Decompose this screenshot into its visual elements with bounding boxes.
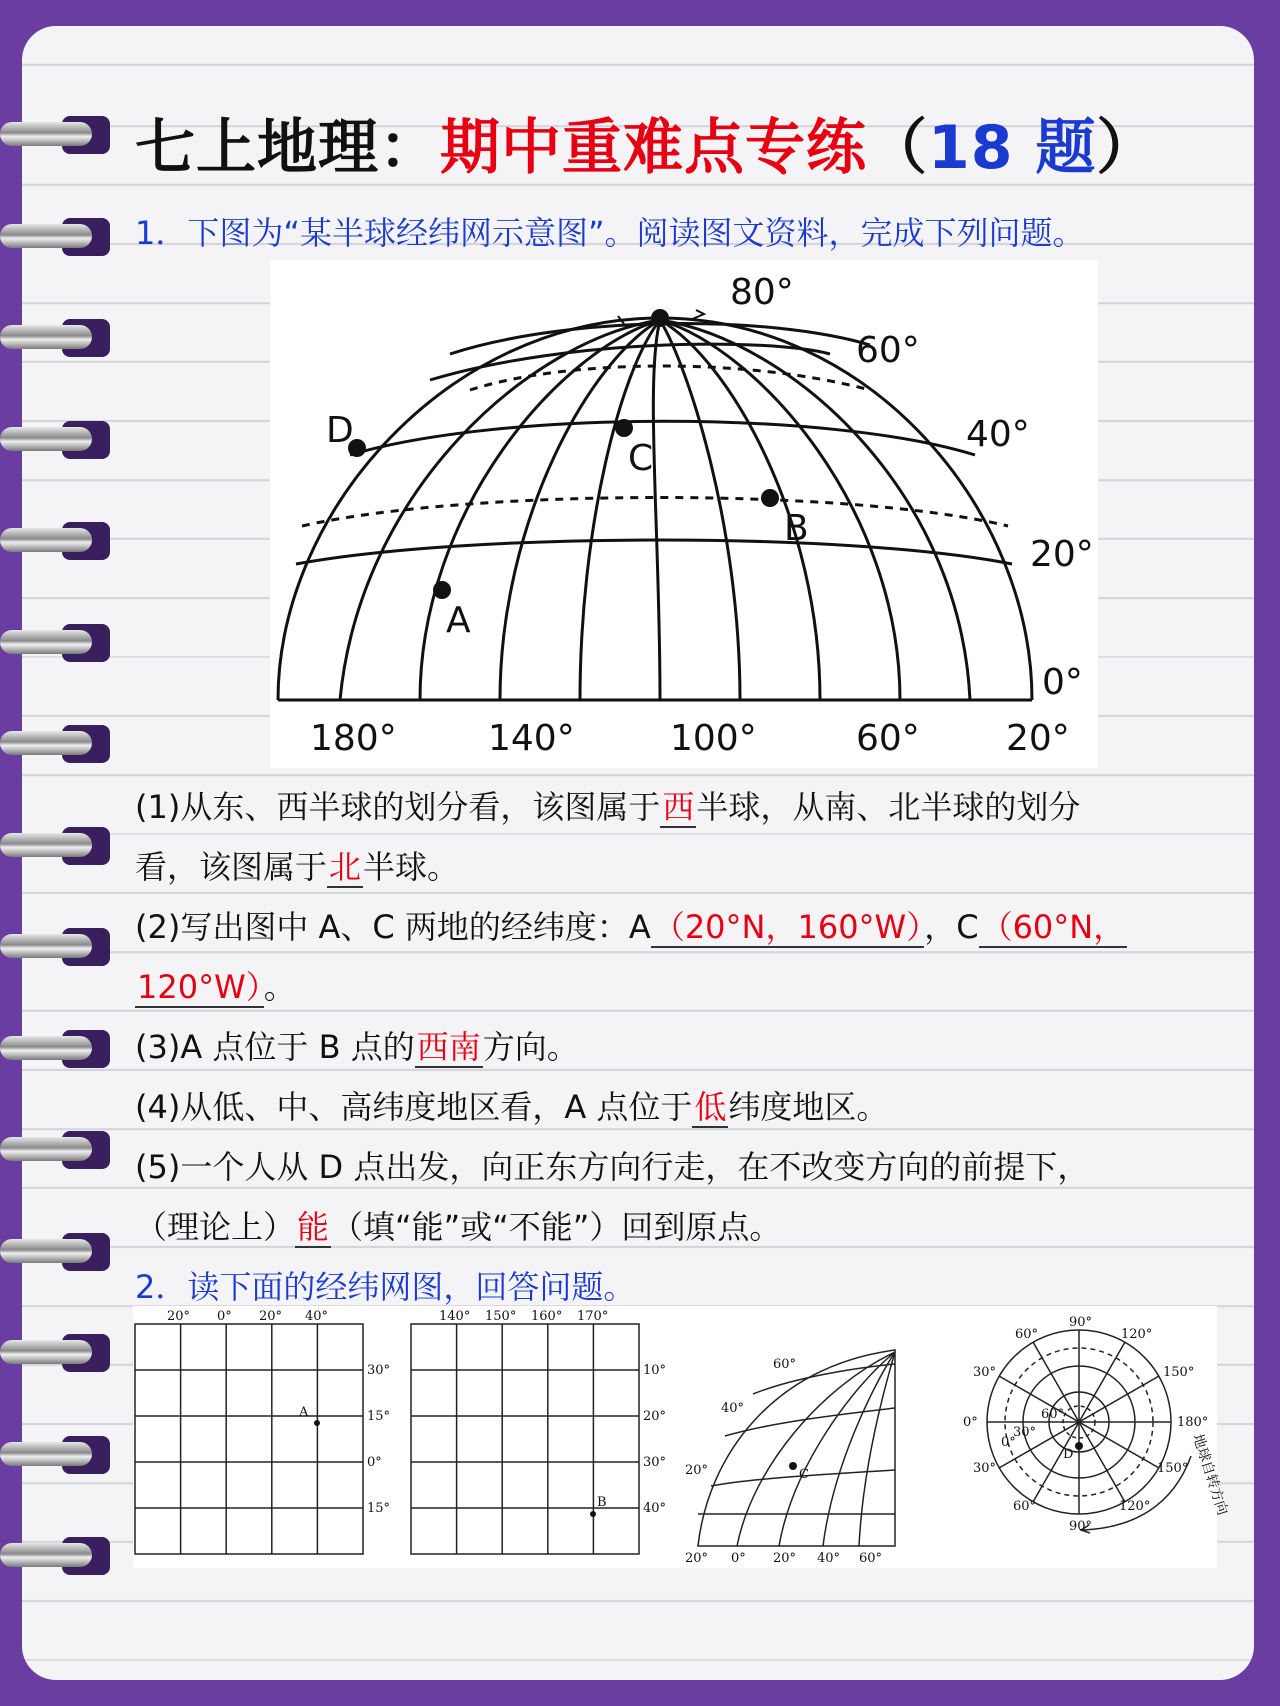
rotation-direction-label: 地球自转方向 xyxy=(1189,1432,1231,1518)
grid-3-bottom-label: 20° xyxy=(773,1551,797,1566)
ring-wire xyxy=(0,1239,92,1263)
spiral-ring xyxy=(0,1533,112,1579)
grid-3-bottom-label: 20° xyxy=(685,1551,709,1566)
answer-southwest: 西南 xyxy=(416,1028,481,1066)
grid-1-right-label: 15° xyxy=(367,1501,391,1516)
title-count: 18 题 xyxy=(928,113,1097,183)
grid-2-point-b xyxy=(590,1511,596,1517)
lon-label-60: 60° xyxy=(856,718,920,759)
grid-2-label-b: B xyxy=(597,1495,607,1510)
label-d: D xyxy=(326,410,354,451)
sub-question-2-line-1: (2)写出图中 A、C 两地的经纬度：A（20°N，160°W），C（60°N， xyxy=(135,908,1126,946)
lat-label-80: 80° xyxy=(730,272,794,313)
grid-1-top-label: 20° xyxy=(259,1309,283,1324)
ring-wire xyxy=(0,1036,92,1060)
spiral-ring xyxy=(0,721,112,767)
question-2-stem: 2．读下面的经纬网图，回答问题。 xyxy=(135,1268,636,1306)
title-highlight: 期中重难点专练 xyxy=(440,113,867,183)
grid-4-label: 90° xyxy=(1069,1519,1093,1534)
grid-3-point-c xyxy=(789,1462,797,1470)
lon-label-180: 180° xyxy=(310,718,397,759)
grid-4-label: 60° xyxy=(1015,1327,1039,1342)
grid-1-top-label: 0° xyxy=(217,1309,232,1324)
hemisphere-graticule-figure xyxy=(270,260,1098,768)
sub-question-1-line-1: (1)从东、西半球的划分看，该图属于西半球，从南、北半球的划分 xyxy=(135,788,1081,826)
sub-question-5-line-1: (5)一个人从 D 点出发，向正东方向行走，在不改变方向的前提下， xyxy=(135,1148,1090,1186)
answer-west: 西 xyxy=(662,788,695,826)
ring-wire xyxy=(0,224,92,248)
grid-3-bottom-label: 60° xyxy=(859,1551,883,1566)
grid-1-right-label: 0° xyxy=(367,1455,382,1470)
title-prefix: 七上地理： xyxy=(135,113,440,183)
ring-wire xyxy=(0,325,92,349)
ring-wire xyxy=(0,1442,92,1466)
grid-4-label: 30° xyxy=(973,1461,997,1476)
sub-question-2-line-2: 120°W）。 xyxy=(137,968,296,1006)
meridian xyxy=(660,320,740,700)
ring-wire xyxy=(0,1340,92,1364)
sub-question-4: (4)从低、中、高纬度地区看，A 点位于低纬度地区。 xyxy=(135,1088,889,1126)
grid-4-point-d xyxy=(1075,1442,1083,1450)
grid-3-bottom-label: 0° xyxy=(731,1551,746,1566)
ring-wire xyxy=(0,122,92,146)
spiral-ring xyxy=(0,823,112,869)
grid-2-top-label: 160° xyxy=(531,1309,563,1324)
sub-question-1-line-2: 看，该图属于北半球。 xyxy=(135,848,460,886)
grid-4-label: 60° xyxy=(1041,1407,1065,1422)
title-paren-close: ） xyxy=(1096,113,1158,183)
grid-2 xyxy=(411,1324,639,1554)
grid-2-top-label: 170° xyxy=(577,1309,609,1324)
grid-1-top-label: 20° xyxy=(167,1309,191,1324)
grid-3 xyxy=(698,1350,895,1546)
graticule-figures-row xyxy=(133,1306,1231,1568)
answer-north: 北 xyxy=(329,848,362,886)
spiral-ring xyxy=(0,1229,112,1275)
meridian xyxy=(420,320,660,700)
grid-3-left-label: 60° xyxy=(773,1357,797,1372)
answer-c-coordinates-part1: （60°N， xyxy=(980,908,1126,946)
spiral-ring xyxy=(0,112,112,158)
label-c: C xyxy=(628,438,654,479)
grid-2-top-label: 150° xyxy=(485,1309,517,1324)
spiral-ring xyxy=(0,1432,112,1478)
meridian xyxy=(660,320,900,700)
ring-wire xyxy=(0,934,92,958)
pole-point xyxy=(651,309,669,327)
spiral-ring xyxy=(0,1127,112,1173)
spiral-ring xyxy=(0,214,112,260)
answer-can: 能 xyxy=(297,1208,330,1246)
meridian xyxy=(580,320,660,700)
spiral-ring xyxy=(0,315,112,361)
page-title xyxy=(135,100,1157,186)
lat-label-40: 40° xyxy=(966,414,1030,455)
grid-4-label: 30° xyxy=(973,1365,997,1380)
grid-1-right-label: 15° xyxy=(367,1409,391,1424)
answer-a-coordinates: （20°N，160°W） xyxy=(652,908,923,946)
spiral-ring xyxy=(0,518,112,564)
spiral-ring xyxy=(0,1026,112,1072)
meridian xyxy=(340,320,660,700)
label-a: A xyxy=(446,600,471,641)
grid-3-label-c: C xyxy=(799,1467,809,1482)
ring-wire xyxy=(0,731,92,755)
label-b: B xyxy=(784,508,809,549)
answer-c-coordinates-part2: 120°W） xyxy=(137,968,262,1006)
ring-wire xyxy=(0,1137,92,1161)
grid-4-label: 0° xyxy=(963,1415,978,1430)
grid-4-label: 150° xyxy=(1163,1365,1195,1380)
point-b xyxy=(761,489,779,507)
ring-wire xyxy=(0,528,92,552)
grid-4-label: 180° xyxy=(1177,1415,1209,1430)
grid-1-right-label: 30° xyxy=(367,1363,391,1378)
grid-4-label: 30° xyxy=(1013,1425,1037,1440)
meridian xyxy=(653,320,660,700)
ring-wire xyxy=(0,427,92,451)
title-paren-open: （ xyxy=(867,113,928,183)
grid-1-label-a: A xyxy=(299,1405,309,1420)
grid-2-right-label: 10° xyxy=(643,1363,667,1378)
grid-4-label: 90° xyxy=(1069,1315,1093,1330)
grid-2-top-label: 140° xyxy=(439,1309,471,1324)
grid-3-bottom-label: 40° xyxy=(817,1551,841,1566)
ring-wire xyxy=(0,833,92,857)
question-1-stem: 1．下图为“某半球经纬网示意图”。阅读图文资料，完成下列问题。 xyxy=(135,214,1085,252)
grid-2-right-label: 40° xyxy=(643,1501,667,1516)
lat-label-20: 20° xyxy=(1030,534,1094,575)
lon-label-20: 20° xyxy=(1006,718,1070,759)
lon-label-100: 100° xyxy=(670,718,757,759)
grid-2-right-label: 30° xyxy=(643,1455,667,1470)
answer-low: 低 xyxy=(694,1088,727,1126)
sub-question-3: (3)A 点位于 B 点的西南方向。 xyxy=(135,1028,579,1066)
ring-wire xyxy=(0,630,92,654)
grid-4-label: 0° xyxy=(1001,1435,1016,1450)
grid-1-top-label: 40° xyxy=(305,1309,329,1324)
grid-2-right-label: 20° xyxy=(643,1409,667,1424)
grid-4-label: 150° xyxy=(1157,1461,1189,1476)
point-a xyxy=(433,581,451,599)
spiral-ring xyxy=(0,924,112,970)
grid-4-label-d: D xyxy=(1063,1447,1074,1462)
grid-4-label: 120° xyxy=(1119,1499,1151,1514)
grid-4-label: 120° xyxy=(1121,1327,1153,1342)
latitude-40 xyxy=(350,421,975,455)
spiral-ring xyxy=(0,620,112,666)
lat-label-0: 0° xyxy=(1042,662,1083,703)
grid-1-point-a xyxy=(314,1420,320,1426)
sub-question-5-line-2: （理论上）能（填“能”或“不能”）回到原点。 xyxy=(135,1208,782,1246)
grid-1 xyxy=(135,1324,363,1554)
grid-3-left-label: 20° xyxy=(685,1463,709,1478)
latitude-20 xyxy=(296,540,1012,564)
grid-4-label: 60° xyxy=(1013,1499,1037,1514)
grid-3-left-label: 40° xyxy=(721,1401,745,1416)
lat-label-60: 60° xyxy=(856,330,920,371)
spiral-ring xyxy=(0,1330,112,1376)
lon-label-140: 140° xyxy=(488,718,575,759)
point-c xyxy=(615,419,633,437)
spiral-ring xyxy=(0,417,112,463)
ring-wire xyxy=(0,1543,92,1567)
